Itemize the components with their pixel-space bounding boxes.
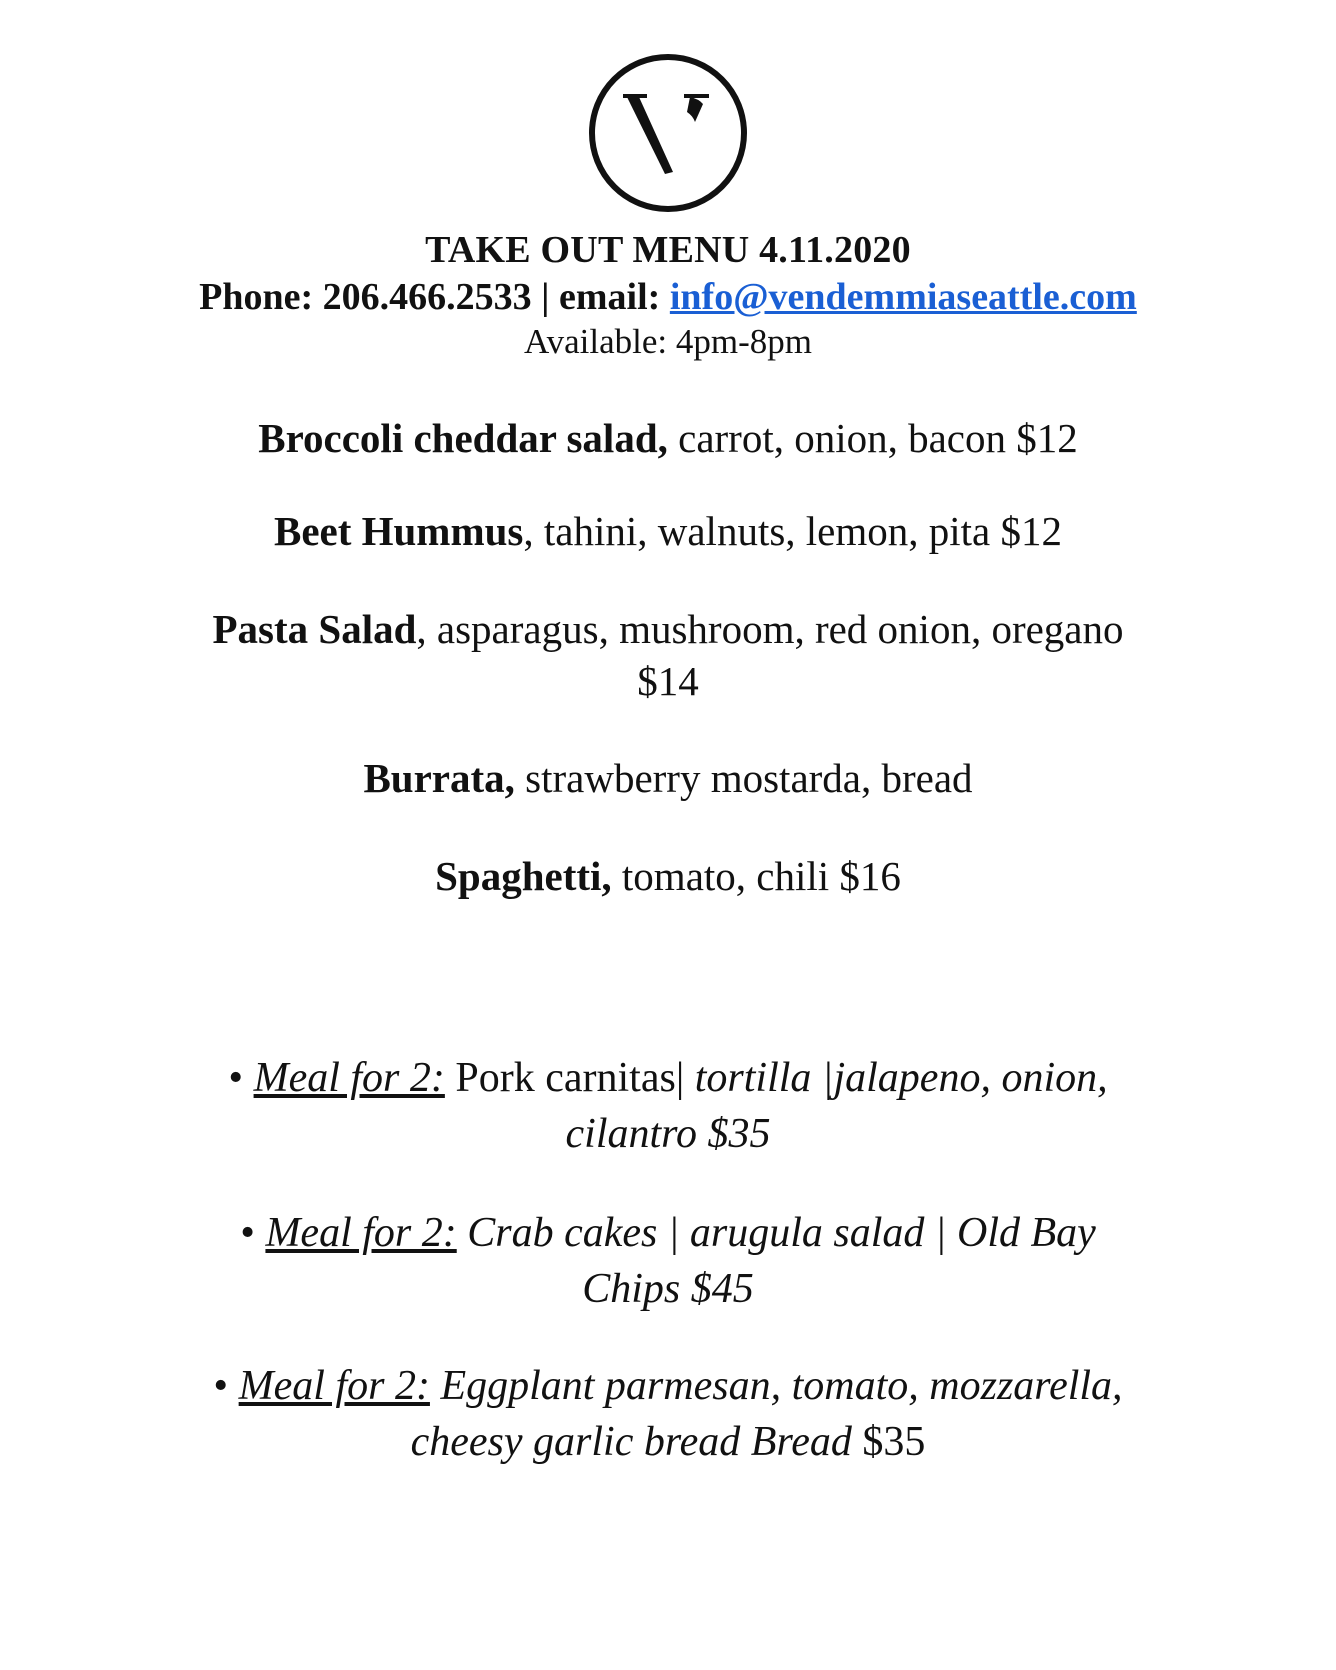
dish-item — [0, 412, 1336, 464]
meal-price-line: Chips $45 — [582, 1266, 754, 1312]
meal-main: Eggplant parmesan, tomato, mozzarella, — [429, 1363, 1123, 1409]
availability-text: Available: 4pm-8pm — [523, 322, 813, 361]
meal-item — [0, 1050, 1336, 1162]
dish-item — [0, 850, 1336, 902]
menu-title: TAKE OUT MENU 4.11.2020 — [425, 229, 911, 271]
dish-name: Burrata, — [363, 755, 515, 801]
meal-label: Meal for 2: — [238, 1363, 430, 1409]
meal-item — [0, 1358, 1336, 1470]
phone-label: Phone: 206.466.2533 | email: — [199, 276, 670, 318]
dish-item — [0, 505, 1336, 557]
dish-description: strawberry mostarda, bread — [514, 755, 973, 801]
bullet-icon: • — [240, 1210, 266, 1256]
dish-description: tomato, chili $16 — [611, 853, 901, 899]
bullet-icon: • — [228, 1055, 254, 1101]
dish-name: Broccoli cheddar salad, — [258, 415, 668, 461]
meal-sides: tortilla |jalapeno, onion, — [684, 1055, 1108, 1101]
meal-main: Pork carnitas| — [444, 1055, 685, 1101]
dish-name: Beet Hummus — [273, 508, 524, 554]
dish-name: Pasta Salad — [212, 606, 417, 652]
dish-price: $14 — [637, 658, 699, 704]
vendemmia-v-logo-icon — [587, 52, 749, 214]
dish-description: , asparagus, mushroom, red onion, oregano — [416, 606, 1124, 652]
meal-item — [0, 1205, 1336, 1317]
dish-name: Spaghetti, — [435, 853, 612, 899]
meal-main: Crab cakes | arugula salad | Old Bay — [456, 1210, 1096, 1256]
meal-sides: cheesy garlic bread Bread — [410, 1419, 852, 1465]
email-link[interactable]: info@vendemmiaseattle.com — [669, 276, 1137, 318]
dish-description: carrot, onion, bacon $12 — [667, 415, 1078, 461]
dish-description: , tahini, walnuts, lemon, pita $12 — [523, 508, 1063, 554]
contact-line — [0, 275, 1336, 319]
meal-price: $35 — [851, 1419, 926, 1465]
bullet-icon: • — [213, 1363, 239, 1409]
dish-item — [0, 752, 1336, 804]
meal-label: Meal for 2: — [265, 1210, 457, 1256]
meal-label: Meal for 2: — [253, 1055, 445, 1101]
dish-item — [0, 603, 1336, 707]
meal-price-line: cilantro $35 — [565, 1111, 771, 1157]
